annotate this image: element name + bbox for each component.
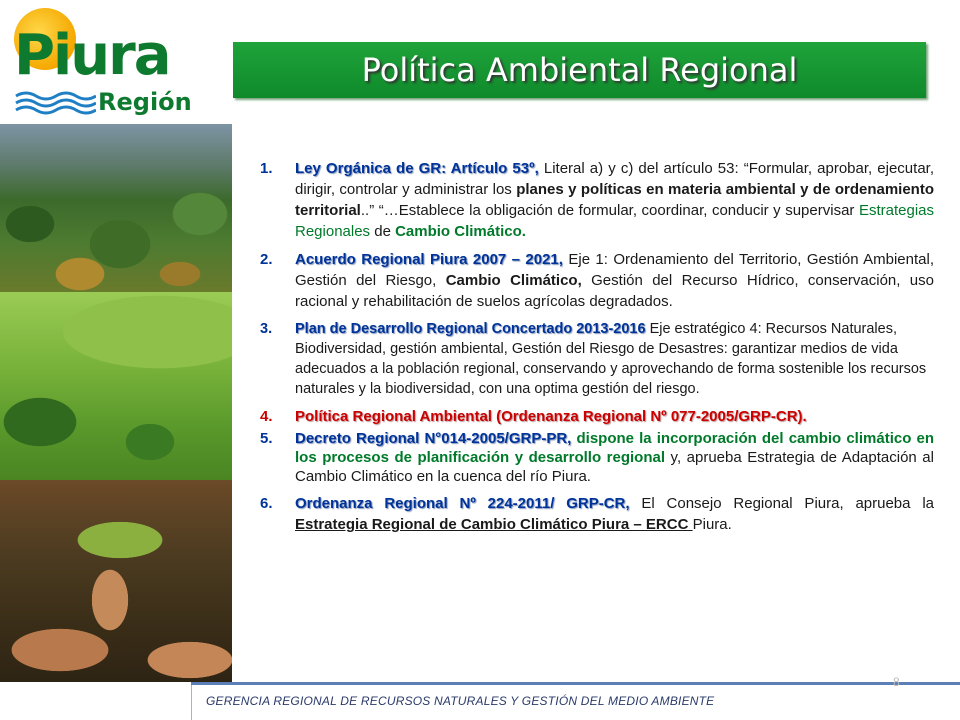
item-number: 6. <box>260 495 273 512</box>
title-bar <box>233 42 926 98</box>
item-bold-text: planes y políticas en materia ambiental y de ordenamiento territorial <box>295 181 935 219</box>
list-item-decreto-regional <box>260 429 934 486</box>
list-item-ley-organica <box>260 158 934 242</box>
item-number: 5. <box>260 430 273 447</box>
item-text: Eje estratégico 4: Recursos Naturales, Biodiversidad, gestión ambiental, Gestión del Riesgo de Desastres: garantizar medios de vida adecuados a la población regional, conservando y aprovechando de forma sostenible los recursos naturales y la biodiversidad, con una optima gestión del riesgo. <box>295 321 927 397</box>
waves-icon <box>14 90 96 116</box>
item-text: de <box>370 223 396 240</box>
footer-text: GERENCIA REGIONAL DE RECURSOS NATURALES Y GESTIÓN DEL MEDIO AMBIENTE <box>206 694 715 708</box>
item-underlined-text: Estrategia Regional de Cambio Climático Piura – ERCC <box>295 516 693 533</box>
item-text: El Consejo Regional Piura, aprueba la <box>629 495 934 512</box>
item-heading: Plan de Desarrollo Regional Concertado 2013-2016 <box>295 321 646 337</box>
item-text: Gestión del Recurso Hídrico, conservación, uso racional y rehabilitación de suelos agrícolas degradados. <box>295 272 934 310</box>
item-text: Literal a) y c) del artículo 53: “Formular, aprobar, ejecutar, dirigir, controlar y administrar los <box>295 160 934 198</box>
item-number: 1. <box>260 160 273 177</box>
list-item-politica-regional <box>260 406 934 427</box>
item-text: Eje 1: Ordenamiento del Territorio, Gestión Ambiental, Gestión del Riesgo, <box>295 251 934 289</box>
piura-region-logo <box>0 0 232 124</box>
item-heading: Decreto Regional N°014-2005/GRP-PR, <box>295 430 572 447</box>
item-green-bold-text: dispone la incorporación del cambio climático en los procesos de planificación y desarrollo regional <box>295 430 934 466</box>
item-heading: Política Regional Ambiental (Ordenanza Regional Nº 077-2005/GRP-CR). <box>295 408 807 425</box>
item-heading: Acuerdo Regional Piura 2007 – 2021, <box>295 251 563 268</box>
item-number: 2. <box>260 251 273 268</box>
green-hills-photo <box>0 292 232 480</box>
hands-planting-photo <box>0 480 232 682</box>
list-item-ordenanza-regional <box>260 493 934 535</box>
list-item-plan-desarrollo <box>260 319 934 399</box>
item-text: Piura. <box>692 516 732 533</box>
item-bold-text: Cambio Climático, <box>445 272 582 289</box>
policy-list <box>260 158 934 542</box>
logo-word: Piura <box>14 23 170 88</box>
page-title: Política Ambiental Regional <box>361 51 798 89</box>
item-green-bold-text: Cambio Climático. <box>395 223 526 240</box>
page-number: 8 <box>893 675 900 689</box>
item-number: 3. <box>260 321 273 337</box>
item-green-text: Estrategias Regionales <box>295 202 934 240</box>
item-heading: Ley Orgánica de GR: Artículo 53º, <box>295 160 539 177</box>
item-text: y, aprueba Estrategia de Adaptación al Cambio Climático en la cuenca del río Piura. <box>295 449 934 485</box>
logo-subtitle: Región <box>98 88 192 116</box>
item-text: ..” “…Establece la obligación de formular, coordinar, conducir y supervisar <box>360 202 859 219</box>
list-item-acuerdo-regional <box>260 249 934 312</box>
forest-photo <box>0 124 232 292</box>
item-number: 4. <box>260 408 273 425</box>
item-heading: Ordenanza Regional Nº 224-2011/ GRP-CR, <box>295 495 630 512</box>
